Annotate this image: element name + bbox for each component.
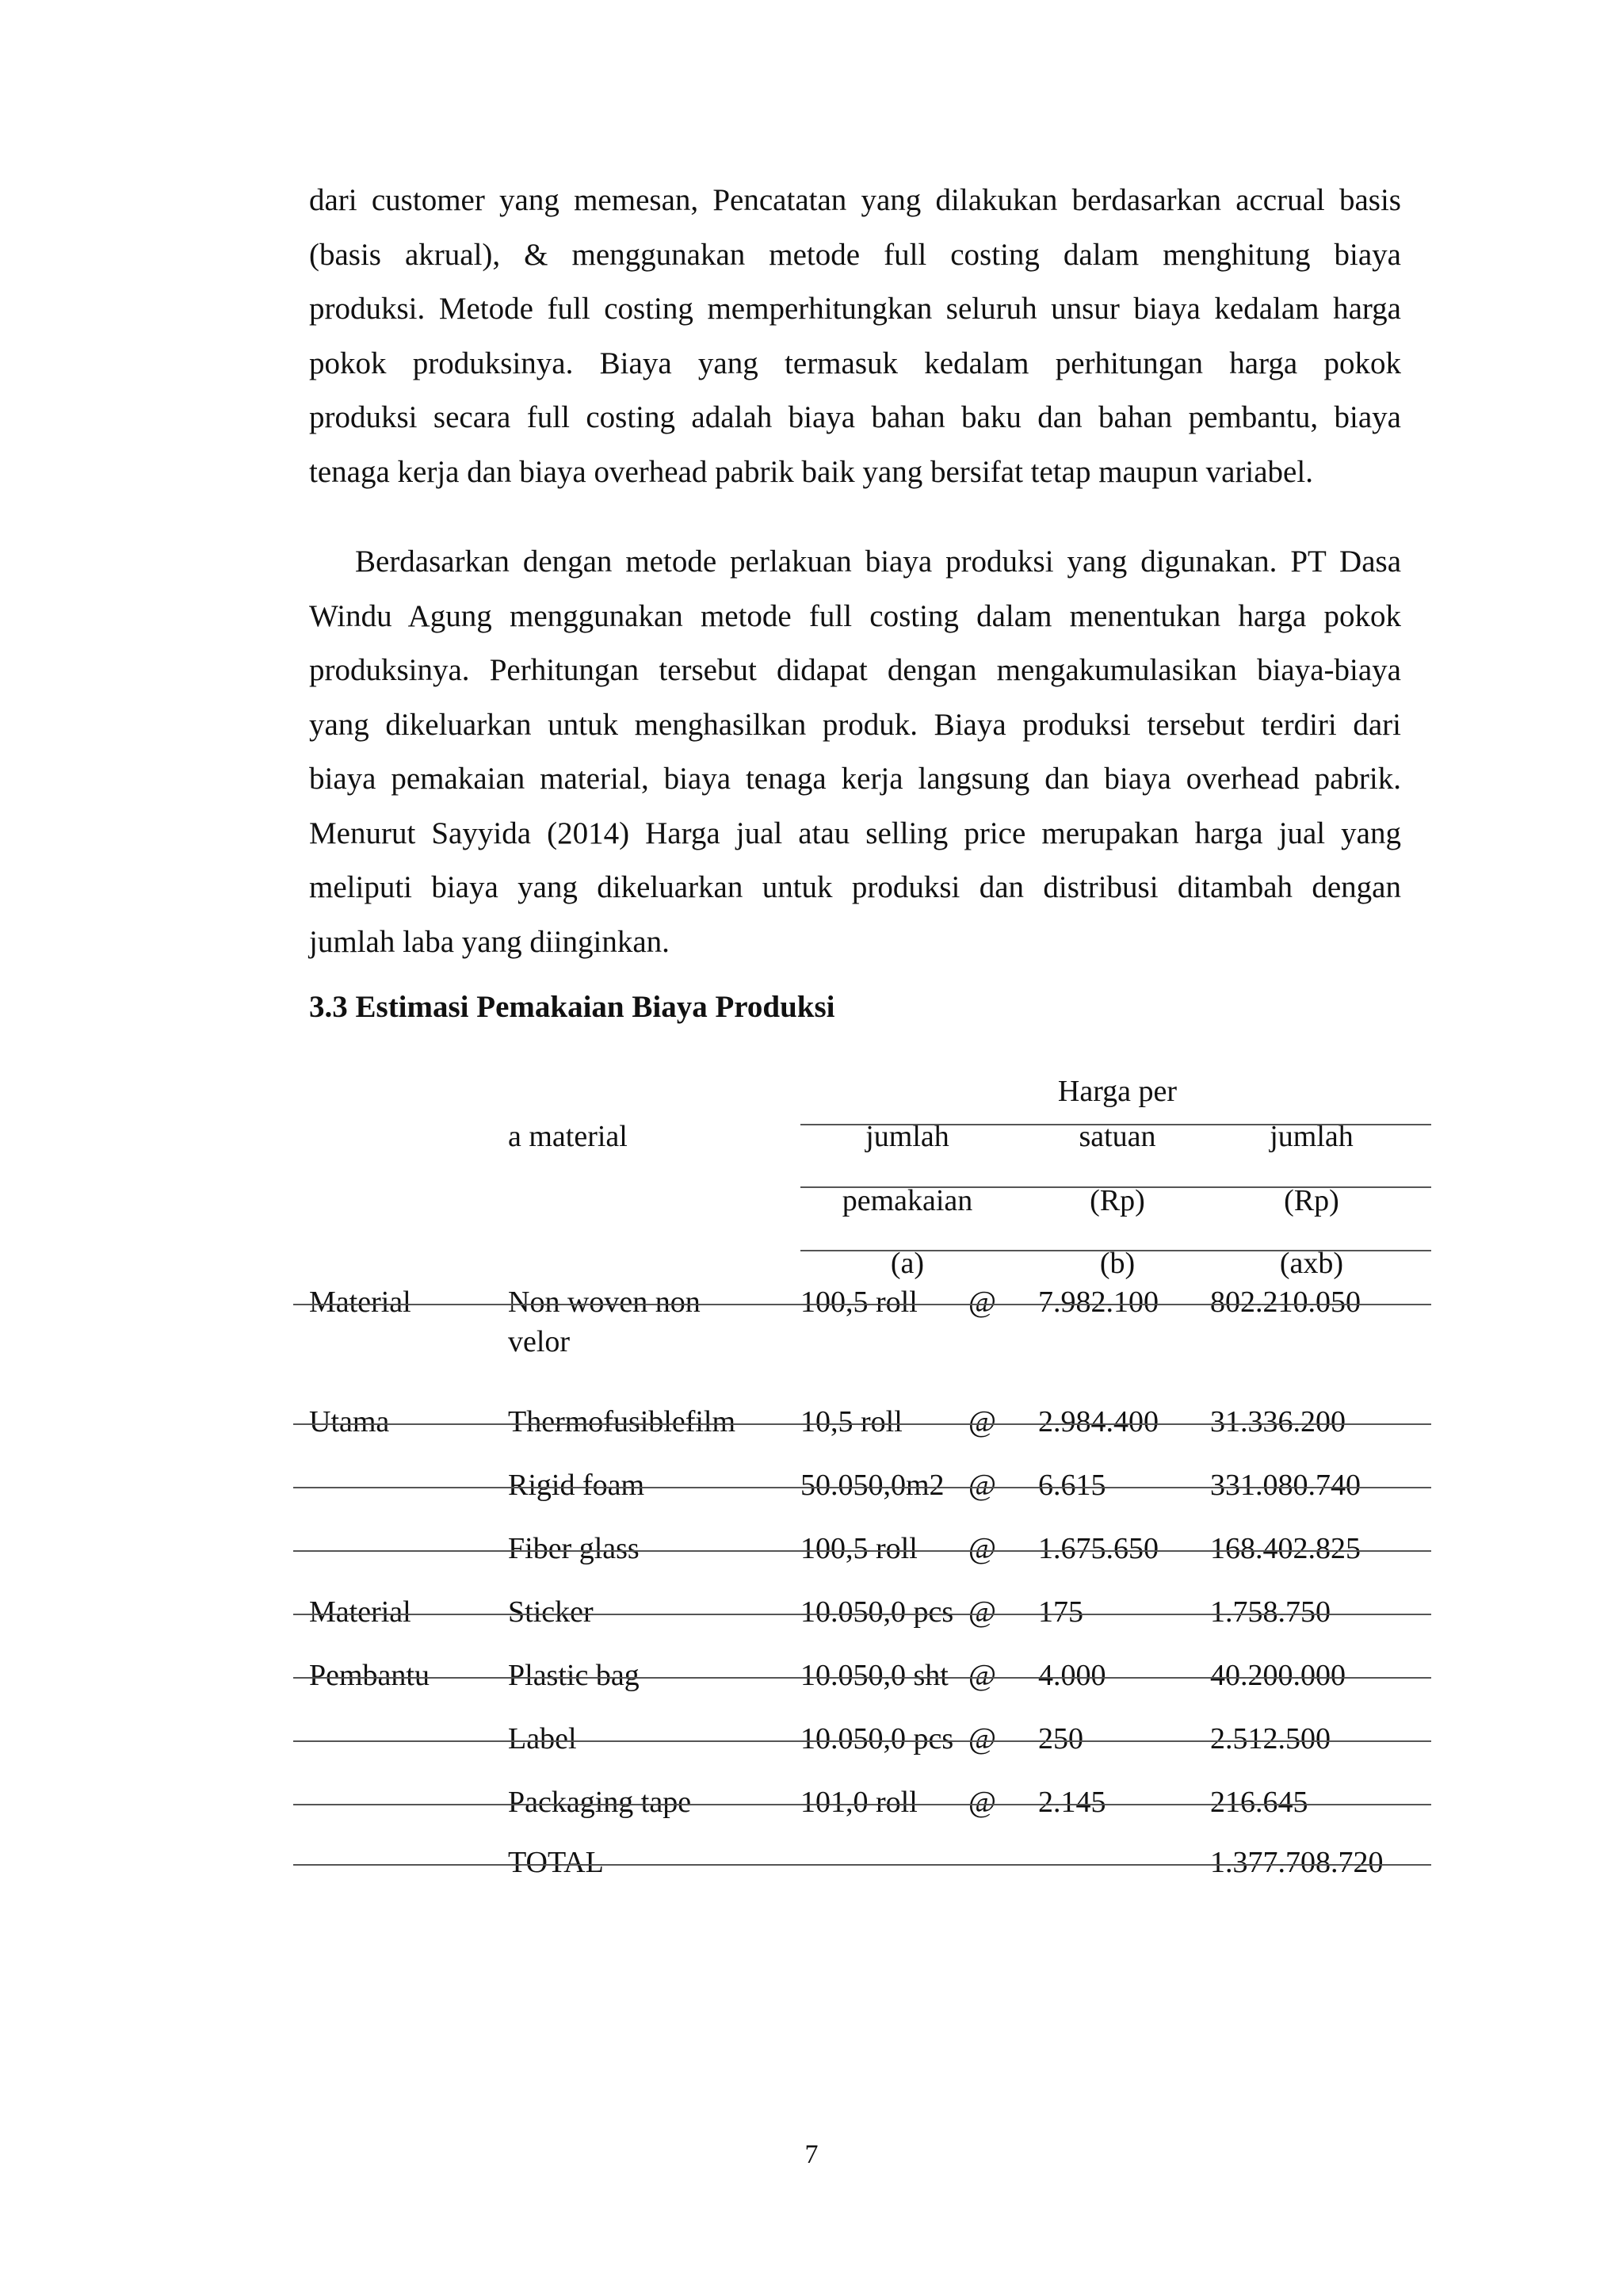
header-col-axb-1: jumlah: [1270, 1120, 1354, 1153]
at-sign: @: [968, 1405, 996, 1438]
table-rule: [800, 1250, 1431, 1251]
row-item: Label: [508, 1722, 577, 1755]
header-col-a-1: jumlah: [865, 1120, 949, 1153]
body-paragraph-1: [309, 174, 1401, 499]
text-line: Berdasarkan dengan metode perlakuan biaya produksi yang digunakan. PT Dasa: [355, 544, 1401, 579]
row-total: 216.645: [1210, 1786, 1308, 1819]
text-line: produksi. Metode full costing memperhitungkan seluruh unsur biaya kedalam harga: [309, 292, 1401, 326]
row-qty: 10.050,0 pcs: [800, 1722, 954, 1755]
text-line: meliputi biaya yang dikeluarkan untuk produksi dan distribusi ditambah dengan: [309, 870, 1401, 904]
header-col-axb-2: (Rp): [1284, 1184, 1339, 1217]
row-total: 331.080.740: [1210, 1469, 1361, 1502]
row-price: 4.000: [1038, 1659, 1106, 1692]
table-rule: [293, 1740, 1431, 1742]
row-qty: 10,5 roll: [800, 1405, 903, 1438]
row-group-label: Material: [309, 1595, 411, 1629]
table-rule: [293, 1804, 1431, 1805]
at-sign: @: [968, 1286, 996, 1319]
header-col-a-2: pemakaian: [842, 1184, 973, 1217]
text-line: pokok produksinya. Biaya yang termasuk kedalam perhitungan harga pokok: [309, 346, 1401, 380]
row-item: Sticker: [508, 1595, 594, 1629]
section-heading: 3.3 Estimasi Pemakaian Biaya Produksi: [309, 990, 835, 1024]
total-value: 1.377.708.720: [1210, 1846, 1384, 1879]
at-sign: @: [968, 1786, 996, 1819]
row-item: Packaging tape: [508, 1786, 692, 1819]
at-sign: @: [968, 1722, 996, 1755]
text-line: dari customer yang memesan, Pencatatan yang dilakukan berdasarkan accrual basis: [309, 183, 1401, 217]
table-rule: [293, 1864, 1431, 1866]
table-rule: [293, 1550, 1431, 1552]
row-qty: 100,5 roll: [800, 1286, 918, 1319]
table-rule: [800, 1124, 1431, 1125]
row-price: 250: [1038, 1722, 1083, 1755]
header-material: a material: [508, 1120, 628, 1153]
row-item-cont: velor: [508, 1325, 571, 1358]
page-number: 7: [804, 2140, 819, 2169]
row-item: Rigid foam: [508, 1469, 645, 1502]
header-col-b-1: satuan: [1079, 1120, 1156, 1153]
at-sign: @: [968, 1532, 996, 1565]
row-price: 1.675.650: [1038, 1532, 1159, 1565]
text-line: yang dikeluarkan untuk menghasilkan produk. Biaya produksi tersebut terdiri dari: [309, 707, 1401, 742]
row-item: Thermofusiblefilm: [508, 1405, 736, 1438]
at-sign: @: [968, 1659, 996, 1692]
text-line: produksinya. Perhitungan tersebut didapat dengan mengakumulasikan biaya-biaya: [309, 653, 1401, 687]
text-line: Menurut Sayyida (2014) Harga jual atau selling price merupakan harga jual yang: [309, 816, 1401, 850]
row-group-label: Material: [309, 1286, 411, 1319]
text-line: (basis akrual), & menggunakan metode full costing dalam menghitung biaya: [309, 237, 1401, 272]
table-rule: [293, 1487, 1431, 1488]
row-total: 1.758.750: [1210, 1595, 1331, 1629]
row-group-label: Pembantu: [309, 1659, 430, 1692]
row-total: 802.210.050: [1210, 1286, 1361, 1319]
text-line: jumlah laba yang diinginkan.: [309, 924, 670, 959]
row-group-label: Utama: [309, 1405, 390, 1438]
row-qty: 100,5 roll: [800, 1532, 918, 1565]
header-col-b-2: (Rp): [1090, 1184, 1145, 1217]
row-qty: 50.050,0m2: [800, 1469, 945, 1502]
header-col-a-3: (a): [890, 1247, 925, 1280]
total-label: TOTAL: [508, 1846, 604, 1879]
table-rule: [293, 1677, 1431, 1679]
row-price: 2.145: [1038, 1786, 1106, 1819]
table-rule: [800, 1186, 1431, 1188]
at-sign: @: [968, 1469, 996, 1502]
row-price: 2.984.400: [1038, 1405, 1159, 1438]
row-item: Plastic bag: [508, 1659, 640, 1692]
text-line: biaya pemakaian material, biaya tenaga kerja langsung dan biaya overhead pabrik.: [309, 762, 1401, 796]
header-harga-per: Harga per: [1057, 1075, 1178, 1108]
row-price: 6.615: [1038, 1469, 1106, 1502]
row-qty: 10.050,0 pcs: [800, 1595, 954, 1629]
row-item: Non woven non: [508, 1286, 701, 1319]
row-price: 175: [1038, 1595, 1083, 1629]
row-total: 31.336.200: [1210, 1405, 1346, 1438]
row-qty: 101,0 roll: [800, 1786, 918, 1819]
text-line: Windu Agung menggunakan metode full costing dalam menentukan harga pokok: [309, 598, 1401, 633]
text-line: produksi secara full costing adalah biaya bahan baku dan bahan pembantu, biaya: [309, 400, 1401, 434]
text-line: tenaga kerja dan biaya overhead pabrik baik yang bersifat tetap maupun variabel.: [309, 454, 1313, 489]
row-total: 2.512.500: [1210, 1722, 1331, 1755]
row-price: 7.982.100: [1038, 1286, 1159, 1319]
table-rule: [293, 1614, 1431, 1615]
table-rule: [293, 1423, 1431, 1425]
body-paragraph-2: [309, 535, 1401, 969]
header-col-axb-3: (axb): [1279, 1247, 1344, 1280]
row-total: 40.200.000: [1210, 1659, 1346, 1692]
header-col-b-3: (b): [1099, 1247, 1136, 1280]
row-item: Fiber glass: [508, 1532, 640, 1565]
row-qty: 10.050,0 sht: [800, 1659, 949, 1692]
row-total: 168.402.825: [1210, 1532, 1361, 1565]
table-rule: [293, 1304, 1431, 1305]
at-sign: @: [968, 1595, 996, 1629]
